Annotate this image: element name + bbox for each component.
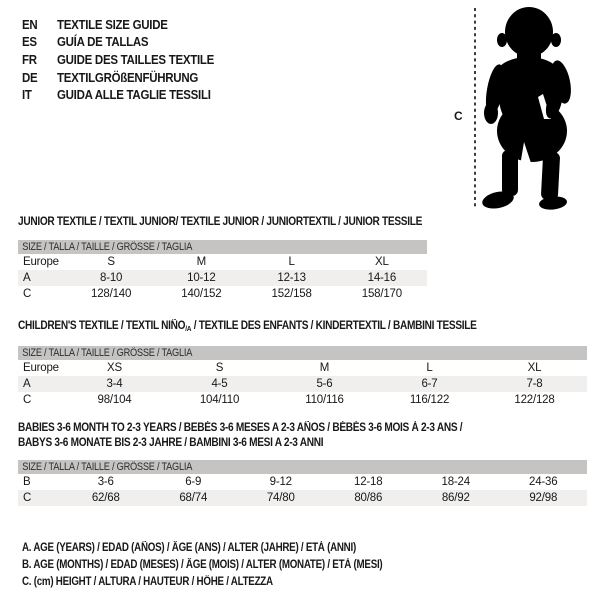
language-label: GUÍA DE TALLAS: [56, 35, 149, 50]
size-header-band: [18, 460, 587, 474]
junior-textile-section: [18, 215, 427, 302]
row-label: C: [23, 394, 32, 406]
table-cell: 5-6: [316, 378, 333, 390]
language-row-fr: [22, 51, 214, 69]
babies-textile-section: [18, 421, 587, 506]
table-row: [18, 490, 587, 506]
table-cell: 6-7: [421, 378, 438, 390]
language-label: TEXTILGRÖßENFÜHRUNG: [56, 70, 199, 85]
junior-table-title: JUNIOR TEXTILE / TEXTIL JUNIOR/ TEXTILE JUNIOR / JUNIORTEXTIL / JUNIOR TESSILE: [18, 216, 423, 228]
table-cell: 98/104: [97, 394, 132, 406]
children-textile-section: [18, 319, 587, 408]
size-header-band: [18, 346, 587, 360]
babies-size-table: [18, 460, 587, 506]
table-cell: 3-6: [97, 476, 114, 488]
row-label: A: [23, 272, 31, 284]
language-row-en: [22, 16, 214, 34]
language-label: GUIDE DES TAILLES TEXTILE: [56, 52, 215, 67]
table-cell: 122/128: [514, 394, 555, 406]
row-label: C: [23, 288, 32, 300]
language-row-de: [22, 69, 214, 87]
table-cell: 92/98: [529, 492, 558, 504]
size-col-header: XS: [107, 362, 122, 374]
children-size-table: [18, 346, 587, 408]
title-part: / TEXTILE DES ENFANTS / KINDERTEXTIL / BAMBINI TESSILE: [191, 320, 477, 332]
title-subscript: /A: [185, 324, 192, 333]
table-cell: 12-18: [354, 476, 383, 488]
row-label: Europe: [23, 362, 59, 374]
title-part: CHILDREN'S TEXTILE / TEXTIL NIÑO: [18, 320, 186, 332]
table-cell: 7-8: [526, 378, 543, 390]
size-col-header: S: [215, 362, 224, 374]
language-list: [22, 16, 231, 104]
table-cell: 14-16: [367, 272, 397, 284]
size-header-label: SIZE / TALLA / TAILLE / GRÖSSE / TAGLIA: [22, 347, 193, 359]
language-code: EN: [22, 17, 38, 32]
row-label: C: [23, 492, 32, 504]
row-label: B: [23, 476, 31, 488]
babies-table-title-line1: BABIES 3-6 MONTH TO 2-3 YEARS / BEBÉS 3-6 MESES A 2-3 AÑOS / BÉBÉS 3-6 MOIS À 2-3 ANS /: [18, 422, 463, 434]
size-col-header: M: [196, 256, 207, 268]
size-col-header: XL: [375, 256, 389, 268]
table-cell: 110/116: [305, 394, 344, 406]
table-row: [18, 376, 587, 392]
table-cell: 3-4: [106, 378, 123, 390]
language-row-it: [22, 86, 214, 104]
table-cell: 86/92: [441, 492, 470, 504]
table-cell: 140/152: [181, 288, 222, 300]
table-cell: 9-12: [269, 476, 292, 488]
footnote-a: A. AGE (YEARS) / EDAD (AÑOS) / ÂGE (ANS) / ALTER (JAHRE) / ETÀ (ANNI): [22, 542, 356, 554]
size-col-header: L: [426, 362, 433, 374]
height-measure-label: C: [454, 109, 463, 123]
size-header-label: SIZE / TALLA / TAILLE / GRÖSSE / TAGLIA: [22, 461, 193, 473]
table-cell: 8-10: [100, 272, 123, 284]
table-cell: 74/80: [266, 492, 295, 504]
table-row: [18, 474, 587, 490]
height-measure-figure: [450, 0, 600, 215]
row-label: Europe: [23, 256, 59, 268]
size-col-header: S: [107, 256, 115, 268]
table-cell: 152/158: [271, 288, 312, 300]
language-label: GUIDA ALLE TAGLIE TESSILI: [56, 88, 211, 103]
language-label: TEXTILE SIZE GUIDE: [56, 17, 168, 32]
junior-size-table: [18, 240, 427, 302]
size-col-header: M: [319, 362, 330, 374]
size-header-label: SIZE / TALLA / TAILLE / GRÖSSE / TAGLIA: [22, 241, 193, 253]
language-row-es: [22, 34, 214, 52]
language-code: DE: [22, 70, 38, 85]
size-col-header: XL: [527, 362, 542, 374]
babies-table-title-line2: BABYS 3-6 MONATE BIS 2-3 JAHRE / BAMBINI 3-6 MESI A 2-3 ANNI: [18, 437, 324, 449]
table-cell: 24-36: [529, 476, 558, 488]
table-cell: 6-9: [185, 476, 202, 488]
table-cell: 158/170: [361, 288, 402, 300]
table-row: [18, 286, 427, 302]
table-cell: 80/86: [354, 492, 383, 504]
table-cell: 18-24: [441, 476, 470, 488]
baby-silhouette-icon: [481, 7, 575, 211]
size-col-header: L: [288, 256, 295, 268]
table-cell: 12-13: [277, 272, 306, 284]
table-row: [18, 392, 587, 408]
children-table-title: [18, 319, 519, 336]
table-cell: 104/110: [199, 394, 240, 406]
language-code: IT: [22, 88, 32, 103]
row-label: A: [23, 378, 31, 390]
table-cell: 10-12: [187, 272, 216, 284]
table-row: [18, 360, 587, 376]
table-cell: 128/140: [91, 288, 132, 300]
table-cell: 62/68: [91, 492, 120, 504]
table-cell: 116/122: [409, 394, 450, 406]
table-cell: 4-5: [211, 378, 228, 390]
table-row: [18, 270, 427, 286]
size-header-band: [18, 240, 427, 254]
footnotes: [22, 540, 446, 591]
footnote-c: C. (cm) HEIGHT / ALTURA / HAUTEUR / HÖHE / ALTEZZA: [22, 576, 273, 588]
language-code: FR: [22, 52, 37, 67]
table-cell: 68/74: [179, 492, 208, 504]
footnote-b: B. AGE (MONTHS) / EDAD (MESES) / ÂGE (MOIS) / ALTER (MONATE) / ETÀ (MESI): [22, 559, 383, 571]
language-code: ES: [22, 35, 37, 50]
table-row: [18, 254, 427, 270]
